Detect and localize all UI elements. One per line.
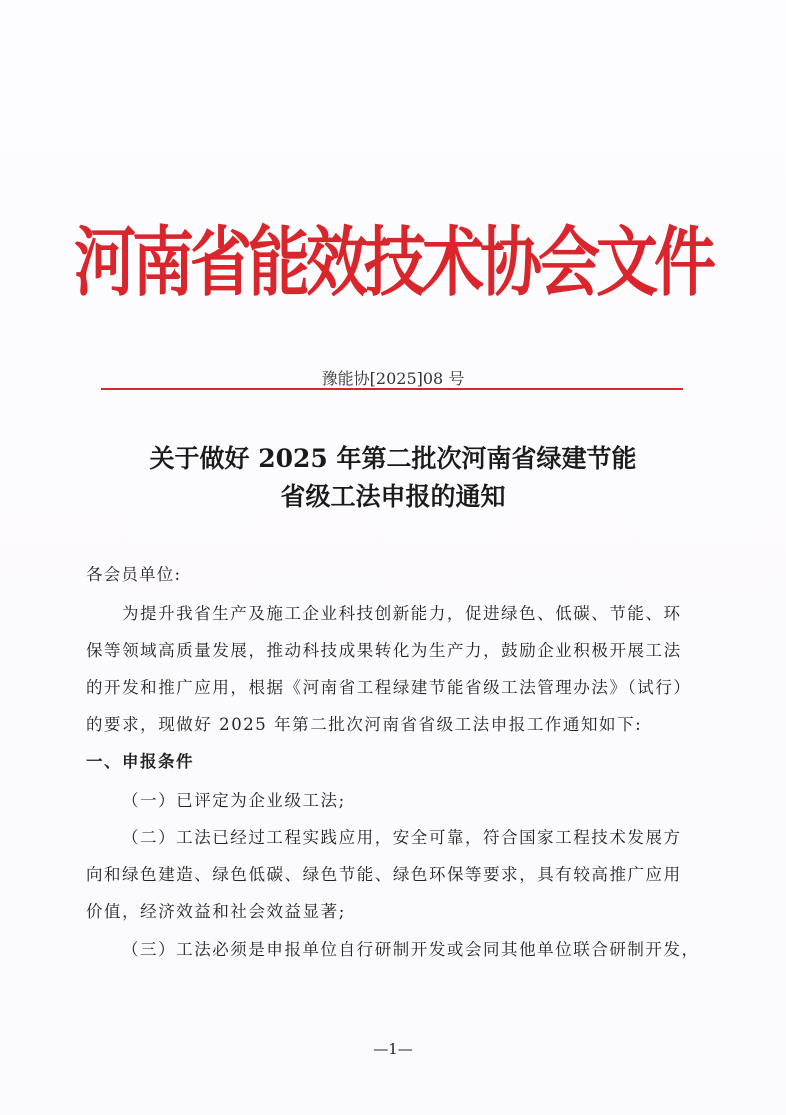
item-3-line-1: （三）工法必须是申报单位自行研制开发或会同其他单位联合研制开发， xyxy=(122,940,700,959)
paragraph-1-line-2: 保等领域高质量发展，推动科技成果转化为生产力，鼓励企业积极开展工法 xyxy=(86,641,682,660)
red-divider-line xyxy=(101,388,683,390)
document-number: 豫能协[2025]08 号 xyxy=(321,369,465,388)
paragraph-1-line-4: 的要求，现做好 2025 年第二批次河南省省级工法申报工作通知如下: xyxy=(86,715,643,734)
salutation: 各会员单位: xyxy=(86,565,182,584)
item-1: （一）已评定为企业级工法; xyxy=(122,791,346,810)
notice-title-line-1: 关于做好 2025 年第二批次河南省绿建节能 xyxy=(149,444,637,473)
paragraph-1-line-3: 的开发和推广应用，根据《河南省工程绿建节能省级工法管理办法》（试行） xyxy=(86,678,692,697)
notice-title xyxy=(0,440,786,516)
item-2-line-1: （二）工法已经过工程实践应用，安全可靠，符合国家工程技术发展方 xyxy=(122,828,682,847)
item-2-line-3: 价值，经济效益和社会效益显著; xyxy=(86,902,346,921)
issuer-header-title: 河南省能效技术协会文件 xyxy=(73,217,712,307)
page-number: —1— xyxy=(373,1040,413,1058)
section-1-heading: 一、申报条件 xyxy=(86,752,194,771)
item-2-line-2: 向和绿色建造、绿色低碳、绿色节能、绿色环保等要求，具有较高推广应用 xyxy=(86,865,682,884)
notice-title-line-2: 省级工法申报的通知 xyxy=(280,482,506,511)
paragraph-1-line-1: 为提升我省生产及施工企业科技创新能力，促进绿色、低碳、节能、环 xyxy=(122,604,682,623)
